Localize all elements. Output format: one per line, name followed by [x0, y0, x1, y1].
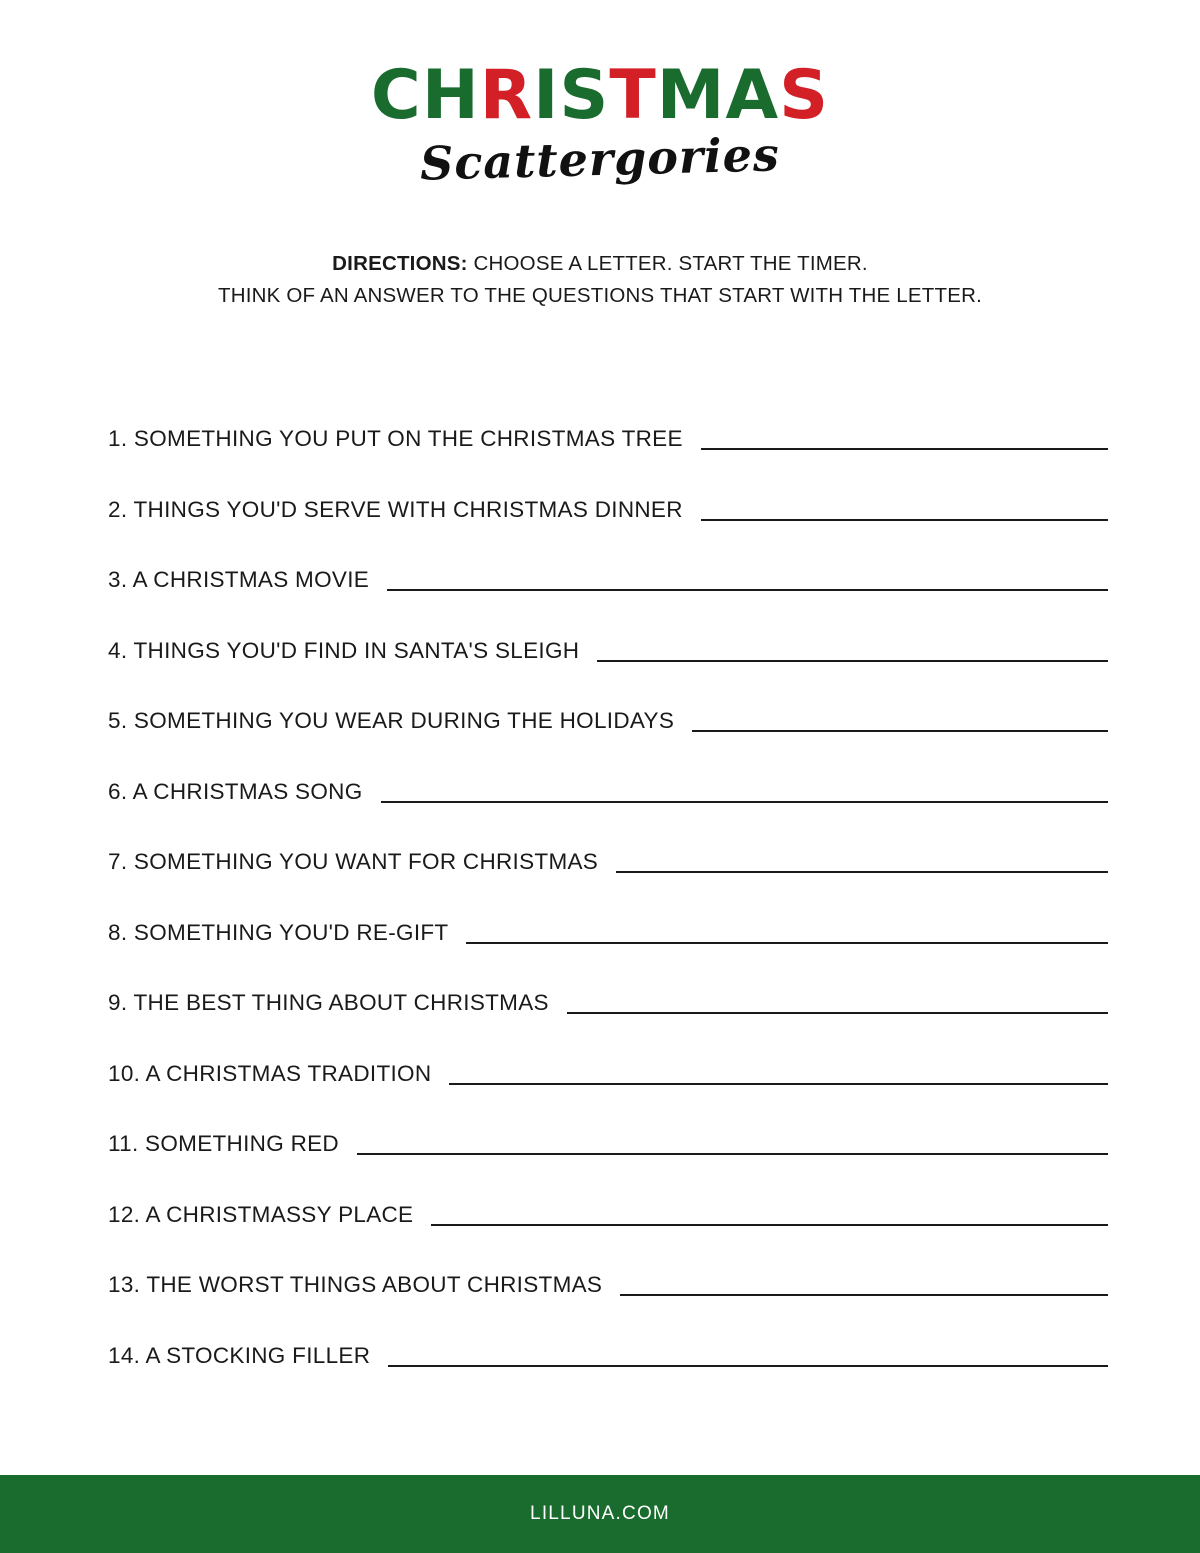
prompt-label: 13. THE WORST THINGS ABOUT CHRISTMAS: [108, 1272, 603, 1298]
prompt-label: 3. A CHRISTMAS MOVIE: [108, 567, 370, 593]
prompt-row: [108, 456, 1200, 527]
prompt-row: [108, 1020, 1200, 1091]
answer-blank-line[interactable]: [387, 589, 1108, 591]
prompt-label: 11. SOMETHING RED: [108, 1131, 339, 1157]
prompt-row: [108, 1091, 1200, 1162]
prompt-row: [108, 1302, 1200, 1373]
answer-blank-line[interactable]: [388, 1365, 1108, 1367]
prompt-label: 6. A CHRISTMAS SONG: [108, 778, 363, 804]
prompt-label: 10. A CHRISTMAS TRADITION: [108, 1060, 432, 1086]
answer-blank-line[interactable]: [616, 871, 1108, 873]
title-letter-5: T: [609, 56, 657, 135]
answer-blank-line[interactable]: [620, 1294, 1108, 1296]
answer-blank-line[interactable]: [701, 448, 1108, 450]
directions-line-1: [0, 248, 1200, 280]
prompt-label: 8. SOMETHING YOU'D RE-GIFT: [108, 919, 449, 945]
title-letter-3: I: [533, 56, 560, 135]
directions-line-1-rest: CHOOSE A LETTER. START THE TIMER.: [467, 252, 868, 275]
prompt-row: [108, 1232, 1200, 1303]
page-title-scattergories: Scattergories: [419, 127, 781, 191]
prompt-row: [108, 738, 1200, 809]
page-title-christmas: [370, 56, 830, 135]
title-letter-2: R: [479, 56, 534, 135]
footer-bar: [0, 1475, 1200, 1553]
answer-blank-line[interactable]: [701, 519, 1108, 521]
footer-site-url: LILLUNA.COM: [530, 1503, 670, 1524]
prompt-label: 9. THE BEST THING ABOUT CHRISTMAS: [108, 990, 549, 1016]
directions-label: DIRECTIONS:: [332, 252, 468, 275]
title-letter-1: H: [421, 56, 480, 135]
answer-blank-line[interactable]: [466, 942, 1108, 944]
title-letter-4: S: [559, 56, 610, 135]
answer-blank-line[interactable]: [692, 730, 1108, 732]
prompt-list: [0, 386, 1200, 1373]
prompt-label: 7. SOMETHING YOU WANT FOR CHRISTMAS: [108, 849, 599, 875]
title-block: [0, 0, 1200, 191]
title-letter-0: C: [370, 56, 422, 135]
prompt-label: 1. SOMETHING YOU PUT ON THE CHRISTMAS TREE: [108, 426, 683, 452]
prompt-label: 4. THINGS YOU'D FIND IN SANTA'S SLEIGH: [108, 637, 580, 663]
prompt-row: [108, 386, 1200, 457]
prompt-row: [108, 809, 1200, 880]
title-letter-7: A: [725, 56, 780, 135]
prompt-label: 12. A CHRISTMASSY PLACE: [108, 1201, 414, 1227]
answer-blank-line[interactable]: [431, 1224, 1108, 1226]
answer-blank-line[interactable]: [597, 660, 1108, 662]
prompt-label: 14. A STOCKING FILLER: [108, 1342, 371, 1368]
prompt-row: [108, 950, 1200, 1021]
prompt-row: [108, 597, 1200, 668]
directions-line-2: THINK OF AN ANSWER TO THE QUESTIONS THAT START WITH THE LETTER.: [218, 283, 982, 307]
title-letter-6: M: [656, 56, 726, 135]
prompt-label: 5. SOMETHING YOU WEAR DURING THE HOLIDAYS: [108, 708, 675, 734]
answer-blank-line[interactable]: [357, 1153, 1108, 1155]
answer-blank-line[interactable]: [567, 1012, 1108, 1014]
title-letter-8: S: [779, 56, 830, 135]
prompt-label: 2. THINGS YOU'D SERVE WITH CHRISTMAS DINNER: [108, 496, 683, 522]
directions-block: [0, 248, 1200, 312]
prompt-row: [108, 668, 1200, 739]
prompt-row: [108, 527, 1200, 598]
prompt-row: [108, 879, 1200, 950]
answer-blank-line[interactable]: [381, 801, 1108, 803]
answer-blank-line[interactable]: [449, 1083, 1108, 1085]
prompt-row: [108, 1161, 1200, 1232]
